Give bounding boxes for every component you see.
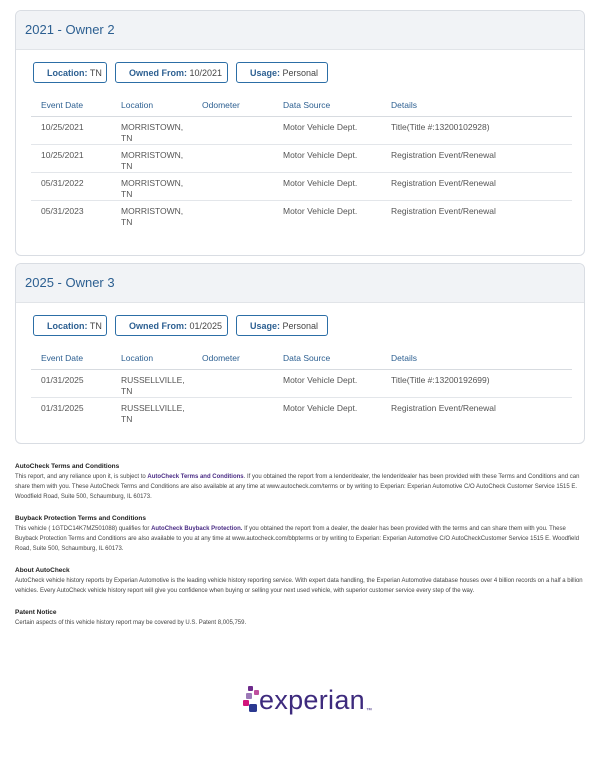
event-details: Title(Title #:13200102928) — [381, 117, 572, 145]
event-date: 05/31/2023 — [41, 206, 84, 216]
column-header: Location — [111, 97, 192, 117]
column-header: Odometer — [192, 97, 273, 117]
table-row — [31, 173, 572, 201]
events-table — [31, 350, 572, 425]
experian-logo — [243, 686, 372, 714]
event-source: Motor Vehicle Dept. — [283, 206, 358, 216]
event-location: RUSSELLVILLE, TN — [121, 403, 185, 424]
event-date: 01/31/2025 — [31, 370, 111, 398]
about-heading: About AutoCheck — [15, 567, 70, 574]
event-details: Registration Event/Renewal — [391, 206, 496, 216]
event-source: Motor Vehicle Dept. — [283, 403, 358, 413]
table-row — [31, 370, 572, 398]
event-odometer — [192, 370, 273, 398]
column-header: Details — [381, 350, 572, 370]
column-header: Location — [111, 350, 192, 370]
table-row — [31, 145, 572, 173]
event-location: MORRISTOWN, TN — [111, 117, 192, 145]
experian-dots-icon — [243, 686, 259, 714]
owner-title: 2021 - Owner 2 — [16, 11, 584, 50]
terms-link[interactable]: AutoCheck Terms and Conditions — [147, 474, 244, 480]
event-details: Title(Title #:13200192699) — [381, 370, 572, 398]
event-odometer — [192, 398, 273, 426]
event-odometer — [192, 145, 273, 173]
event-date: 01/31/2025 — [41, 403, 84, 413]
event-location: MORRISTOWN, TN — [111, 145, 192, 173]
events-table — [31, 97, 572, 228]
location-pill: Location: TN — [33, 315, 107, 336]
table-row — [31, 398, 572, 426]
event-date: 05/31/2022 — [31, 173, 111, 201]
event-date: 10/25/2021 — [31, 145, 111, 173]
owner-card — [15, 263, 585, 444]
buyback-body: This vehicle ( 1GTDC14K7MZ501088) qualifies for AutoCheck Buyback Protection. If you obtained the report from a dealer, the dealer has been provided with the terms and can share them with you. These Buyback Protection Terms and Conditions are also available to you at any time at www.autocheck.com/bbpterms or by writing to Experian: Experian Automotive C/O AutoCheckCustomer Service 1515 E. Woodfield Road, Suite 500, Schaumburg, IL 60173. — [15, 526, 580, 552]
event-details: Registration Event/Renewal — [381, 173, 572, 201]
table-row — [31, 117, 572, 145]
buyback-heading: Buyback Protection Terms and Conditions — [15, 515, 146, 522]
trademark: ™ — [365, 708, 372, 714]
column-header: Data Source — [273, 350, 381, 370]
event-location: MORRISTOWN, TN — [111, 173, 192, 201]
patent-body: Certain aspects of this vehicle history report may be covered by U.S. Patent 8,005,759. — [15, 620, 247, 626]
terms-heading: AutoCheck Terms and Conditions — [15, 463, 120, 470]
column-header: Odometer — [192, 350, 273, 370]
buyback-link[interactable]: AutoCheck Buyback Protection. — [151, 526, 243, 532]
event-source: Motor Vehicle Dept. — [273, 117, 381, 145]
event-odometer — [192, 173, 273, 201]
event-odometer — [192, 201, 273, 229]
owned-from-pill: Owned From: 10/2021 — [115, 62, 228, 83]
column-header: Data Source — [273, 97, 381, 117]
column-header: Event Date — [31, 97, 111, 117]
event-source: Motor Vehicle Dept. — [273, 370, 381, 398]
owner-card — [15, 10, 585, 256]
location-pill: Location: TN — [33, 62, 107, 83]
owner-title: 2025 - Owner 3 — [16, 264, 584, 303]
terms-body: This report, and any reliance upon it, is subject to AutoCheck Terms and Conditions. If you obtained the report from a lender/dealer, the lender/dealer has been provided with these Terms and Conditions and can share them with you. These AutoCheck Terms and Conditions are also available at any time at www.autocheck.com/terms or by writing to Experian: Experian Automotive C/O AutoCheck Customer Service 1515 E. Woodfield Road, Suite 500, Schaumburg, IL 60173. — [15, 474, 580, 500]
event-details: Registration Event/Renewal — [391, 403, 496, 413]
event-source: Motor Vehicle Dept. — [273, 173, 381, 201]
event-source: Motor Vehicle Dept. — [273, 145, 381, 173]
event-date: 10/25/2021 — [31, 117, 111, 145]
owned-from-pill: Owned From: 01/2025 — [115, 315, 228, 336]
patent-heading: Patent Notice — [15, 609, 57, 616]
experian-wordmark: experian — [259, 685, 365, 715]
about-body: AutoCheck vehicle history reports by Experian Automotive is the leading vehicle history reporting service. With expert data handling, the Experian Automotive database houses over 4 billion records on a half a billion vehicles. Every AutoCheck vehicle history report will give you confidence when buying or selling your next used vehicle, with superior customer service every step of the way. — [15, 578, 583, 594]
column-header: Event Date — [31, 350, 111, 370]
usage-pill: Usage: Personal — [236, 315, 328, 336]
table-row — [31, 201, 572, 229]
legal-notices — [15, 462, 585, 640]
usage-pill: Usage: Personal — [236, 62, 328, 83]
event-location: RUSSELLVILLE, TN — [111, 370, 192, 398]
event-details: Registration Event/Renewal — [381, 145, 572, 173]
event-odometer — [192, 117, 273, 145]
event-location: MORRISTOWN, TN — [121, 206, 184, 227]
column-header: Details — [381, 97, 572, 117]
